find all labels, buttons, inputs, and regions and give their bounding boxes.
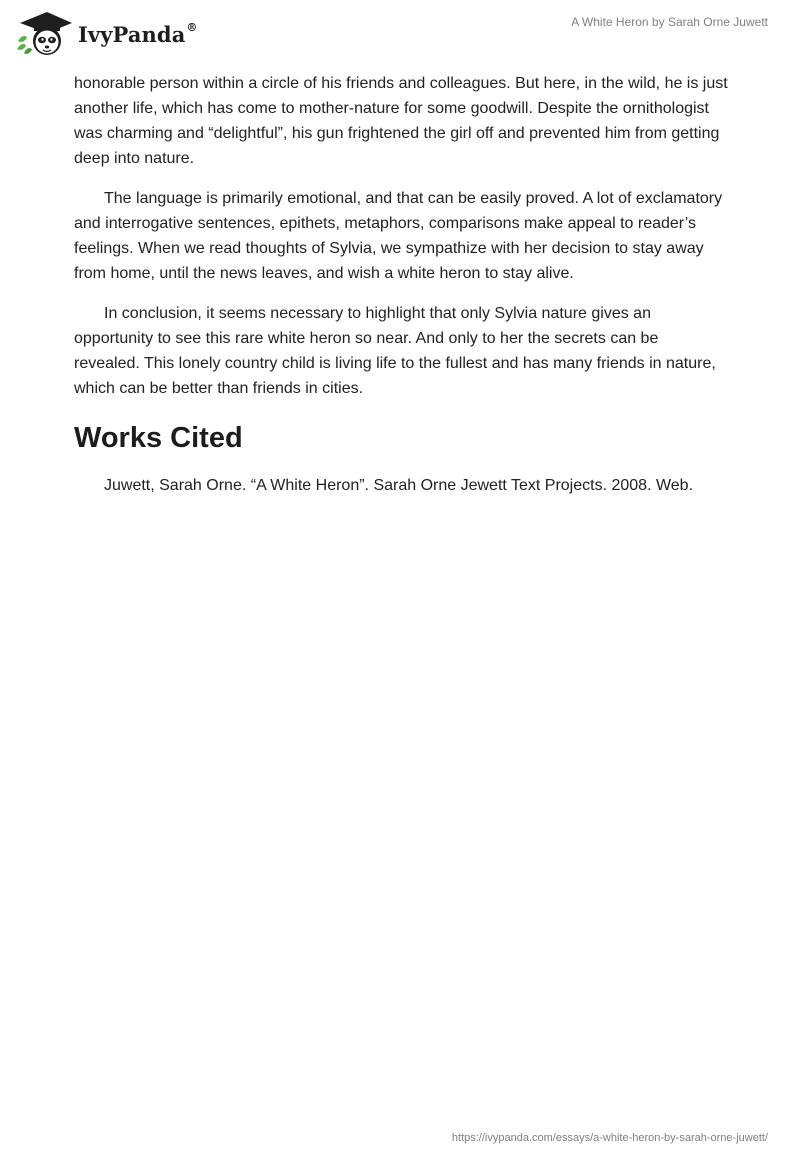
source-url-link[interactable]: https://ivypanda.com/essays/a-white-heron-by-sarah-orne-juwett/ bbox=[451, 1132, 768, 1144]
logo-wordmark: IvyPanda® bbox=[78, 20, 198, 47]
paragraph: In conclusion, it seems necessary to highlight that only Sylvia nature gives an opportunity to see this rare white heron so near. And only to her the secrets can be revealed. This lonely country child is living life to the fullest and has many friends in nature, which can be better than friends in cities. bbox=[74, 305, 716, 397]
ivypanda-logo[interactable] bbox=[14, 9, 198, 57]
panda-graduate-icon bbox=[14, 9, 72, 57]
essay-body bbox=[74, 71, 728, 513]
works-cited-heading: Works Cited bbox=[74, 422, 243, 454]
paragraph: honorable person within a circle of his friends and colleagues. But here, in the wild, he is just another life, which has come to mother-nature for some goodwill. Despite the ornithologist was charming and “delightful”, his gun frightened the girl off and prevented him from getting deep into nature. bbox=[74, 75, 728, 167]
paragraph: The language is primarily emotional, and that can be easily proved. A lot of exclamatory and interrogative sentences, epithets, metaphors, comparisons make appeal to reader’s feelings. When we read thoughts of Sylvia, we sympathize with her decision to stay away from home, until the news leaves, and wish a white heron to stay alive. bbox=[74, 190, 723, 282]
citation-entry: Juwett, Sarah Orne. “A White Heron”. Sarah Orne Jewett Text Projects. 2008. Web. bbox=[104, 477, 694, 494]
document-title: A White Heron by Sarah Orne Juwett bbox=[571, 15, 768, 29]
page-header bbox=[0, 0, 800, 70]
